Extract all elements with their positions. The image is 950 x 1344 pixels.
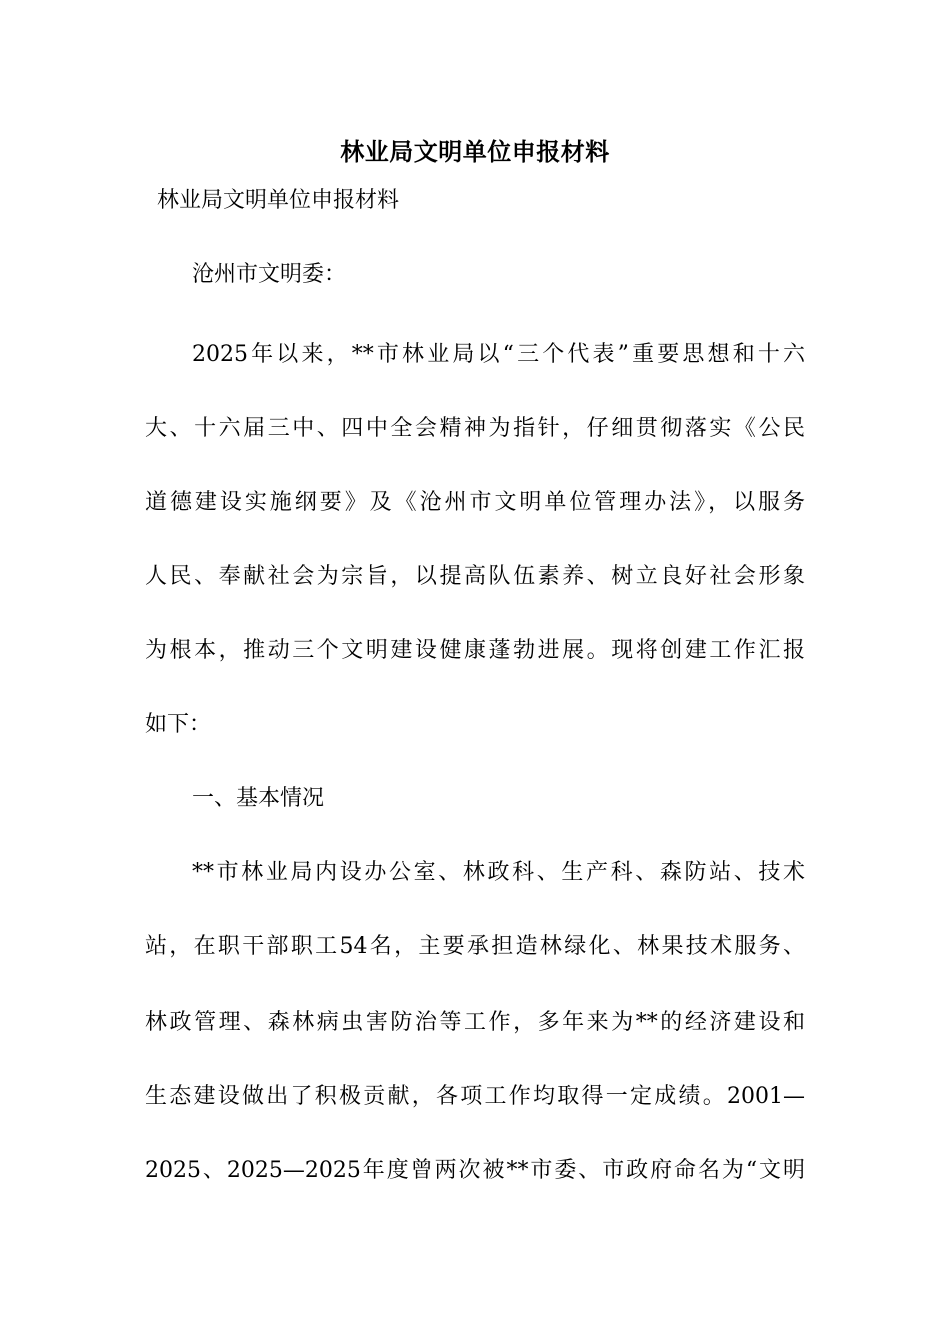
- paragraph-1-line-4: 人民、奉献社会为宗旨，以提高队伍素养、树立良好社会形象: [145, 564, 805, 589]
- paragraph-1-line-6: 如下：: [145, 712, 212, 737]
- paragraph-1-line-1: 2025年以来，**市林业局以“三个代表”重要思想和十六: [192, 342, 805, 367]
- document-subtitle: 林业局文明单位申报材料: [157, 188, 400, 213]
- document-title: 林业局文明单位申报材料: [340, 137, 610, 166]
- paragraph-2-line-5: 2025、2025—2025年度曾两次被**市委、市政府命名为“文明: [145, 1158, 805, 1183]
- paragraph-1-line-5: 为根本，推动三个文明建设健康蓬勃进展。现将创建工作汇报: [145, 638, 805, 663]
- paragraph-2-line-4: 生态建设做出了积极贡献，各项工作均取得一定成绩。2001—: [145, 1084, 805, 1109]
- salutation: 沧州市文明委：: [192, 262, 347, 287]
- paragraph-2-line-2: 站，在职干部职工54名，主要承担造林绿化、林果技术服务、: [145, 934, 805, 959]
- paragraph-2-line-1: **市林业局内设办公室、林政科、生产科、森防站、技术: [192, 860, 805, 885]
- paragraph-1-line-2: 大、十六届三中、四中全会精神为指针，仔细贯彻落实《公民: [145, 416, 805, 441]
- paragraph-1-line-3: 道德建设实施纲要》及《沧州市文明单位管理办法》，以服务: [145, 490, 805, 515]
- section-1-heading: 一、基本情况: [192, 786, 325, 811]
- paragraph-2-line-3: 林政管理、森林病虫害防治等工作，多年来为**的经济建设和: [145, 1010, 805, 1035]
